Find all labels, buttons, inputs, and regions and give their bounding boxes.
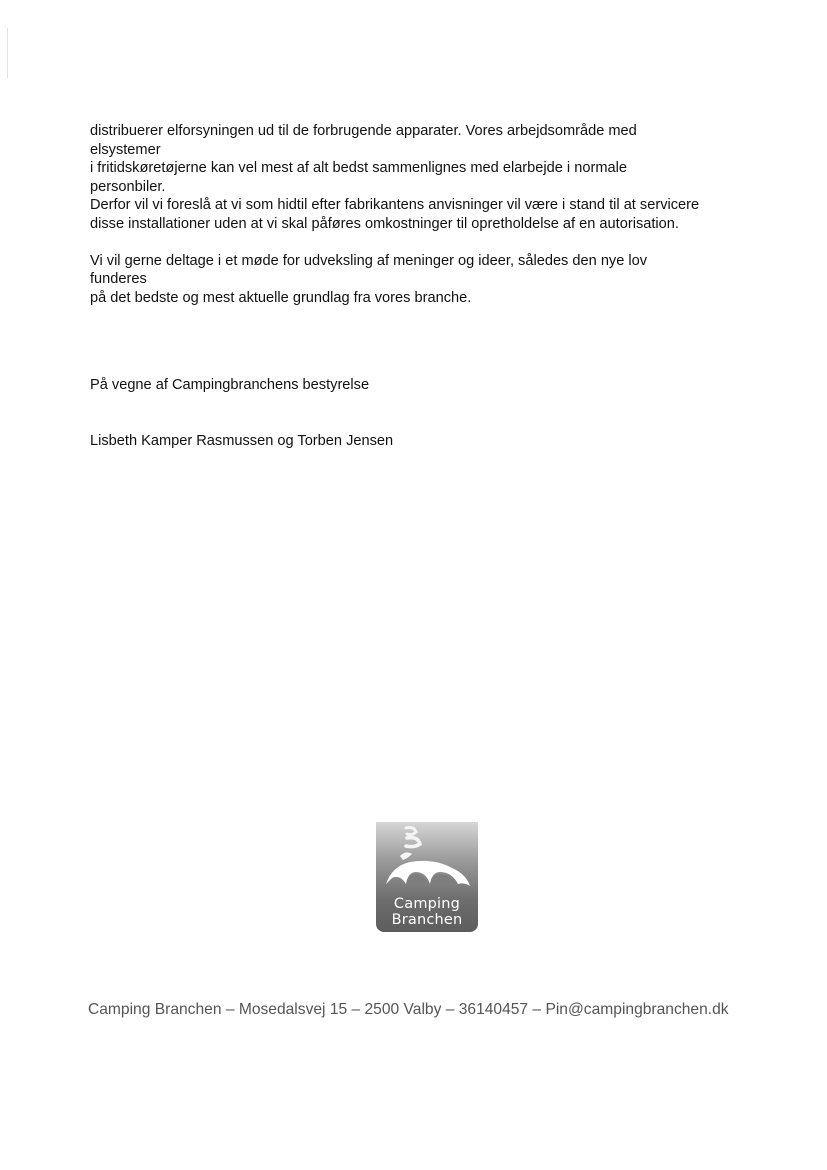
camping-branchen-logo (376, 822, 478, 932)
signers-line: Lisbeth Kamper Rasmussen og Torben Jensen (90, 433, 394, 449)
scan-edge-mark (7, 28, 8, 78)
text-line: på det bedste og mest aktuelle grundlag fra vores branche. (90, 289, 472, 306)
text-line: elsystemer (90, 141, 161, 158)
logo-text-branchen: Branchen (391, 912, 463, 928)
paragraph-electrical-work (90, 122, 770, 234)
text-line: distribuerer elforsyningen ud til de forbrugende apparater. Vores arbejdsområde med (90, 123, 637, 139)
text-line: disse installationer uden at vi skal påføres omkostninger til opretholdelse af en autorisation. (90, 215, 679, 232)
footer-contact-line: Camping Branchen – Mosedalsvej 15 – 2500 Valby – 36140457 – Pin@campingbranchen.dk (88, 1001, 729, 1018)
text-line: personbiler. (90, 178, 166, 195)
closing-line: På vegne af Campingbranchens bestyrelse (90, 377, 370, 393)
paragraph-meeting (90, 252, 770, 308)
letter-body (90, 122, 770, 307)
text-line: Derfor vil vi foreslå at vi som hidtil efter fabrikantens anvisninger vil være i stand til at servicere (90, 197, 700, 214)
text-line: funderes (90, 271, 147, 288)
text-line: Vi vil gerne deltage i et møde for udveksling af meninger og ideer, således den nye lov (90, 252, 648, 269)
logo-text-camping: Camping (393, 896, 461, 912)
text-line: i fritidskøretøjerne kan vel mest af alt bedst sammenlignes med elarbejde i normale (90, 160, 627, 177)
